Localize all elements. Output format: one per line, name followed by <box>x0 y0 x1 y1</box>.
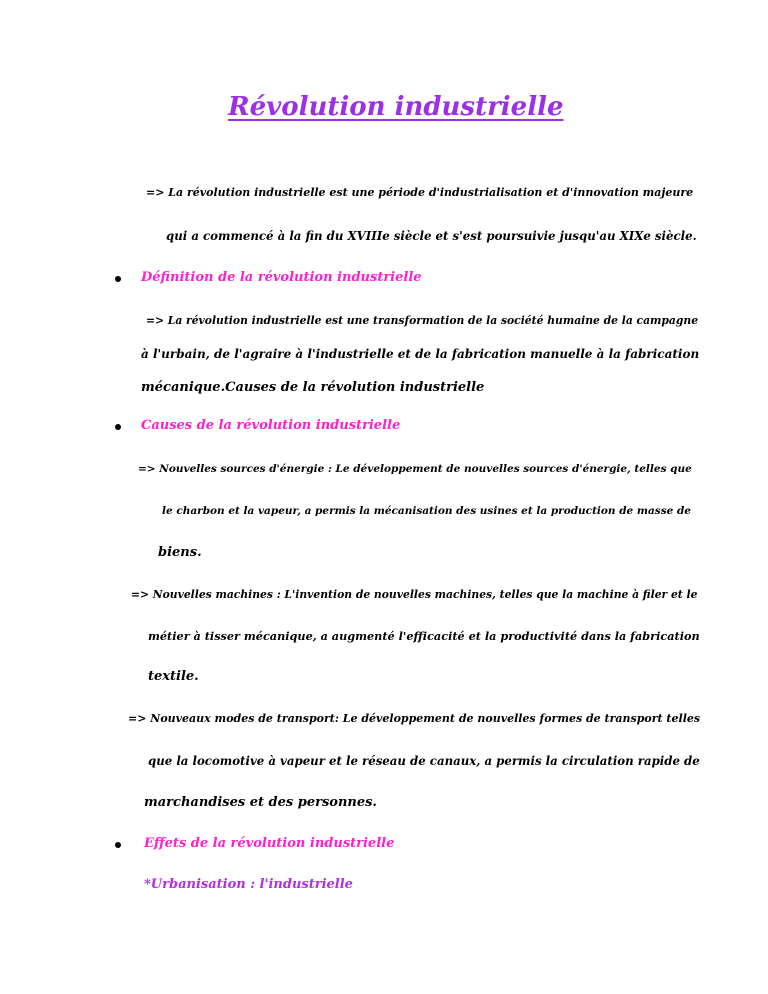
effects-heading: Effets de la révolution industrielle <box>144 836 395 851</box>
causes-transport-line: => Nouveaux modes de transport: Le développement de nouvelles formes de transport telles <box>128 712 701 725</box>
causes-transport-line: marchandises et des personnes. <box>144 795 377 810</box>
bullet-icon <box>115 842 121 848</box>
causes-energy-line: le charbon et la vapeur, a permis la mécanisation des usines et la production de masse de <box>162 505 691 517</box>
bullet-icon <box>115 424 121 430</box>
causes-machines-line: métier à tisser mécanique, a augmenté l'efficacité et la productivité dans la fabrication <box>148 629 700 643</box>
document-title: Révolution industrielle <box>228 92 564 122</box>
definition-line: mécanique.Causes de la révolution industrielle <box>141 380 485 395</box>
intro-line: qui a commencé à la fin du XVIIIe siècle et s'est poursuivie jusqu'au XIXe siècle. <box>166 229 697 243</box>
definition-heading: Définition de la révolution industrielle <box>141 270 422 285</box>
causes-machines-line: => Nouvelles machines : L'invention de nouvelles machines, telles que la machine à filer et le <box>131 588 698 601</box>
causes-heading: Causes de la révolution industrielle <box>141 418 401 433</box>
causes-energy-line: => Nouvelles sources d'énergie : Le développement de nouvelles sources d'énergie, telles que <box>138 463 692 475</box>
effects-subheading: *Urbanisation : l'industrielle <box>144 877 353 892</box>
intro-line: => La révolution industrielle est une période d'industrialisation et d'innovation majeure <box>146 186 694 199</box>
causes-machines-line: textile. <box>148 669 199 684</box>
definition-line: à l'urbain, de l'agraire à l'industrielle et de la fabrication manuelle à la fabrication <box>141 347 700 361</box>
bullet-icon <box>115 276 121 282</box>
causes-energy-line: biens. <box>158 545 202 560</box>
causes-transport-line: que la locomotive à vapeur et le réseau de canaux, a permis la circulation rapide de <box>148 754 700 768</box>
definition-line: => La révolution industrielle est une transformation de la société humaine de la campagne <box>146 314 699 327</box>
